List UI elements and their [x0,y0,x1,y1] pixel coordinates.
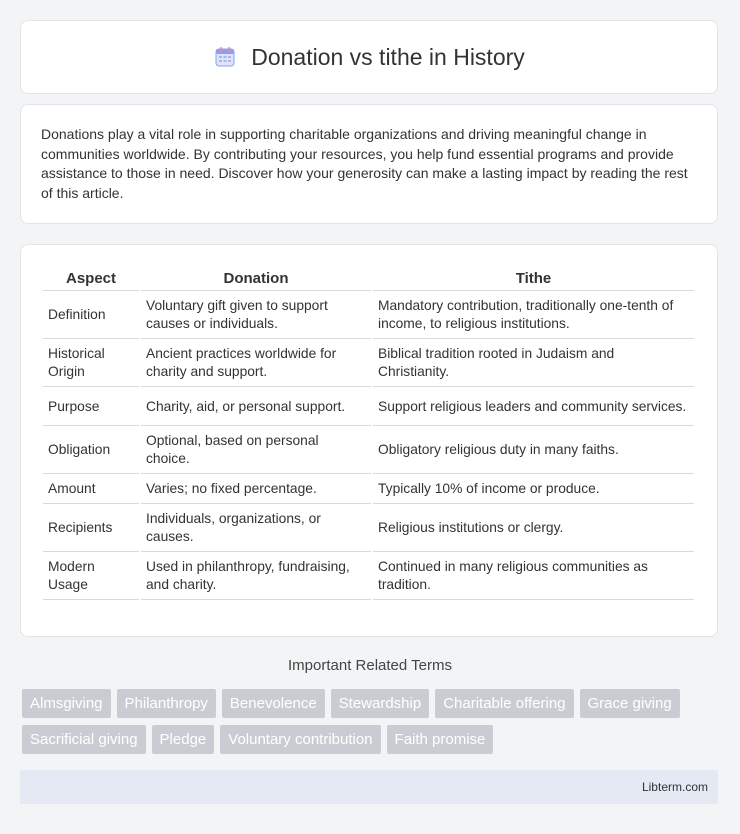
calendar-icon [213,45,237,69]
table-cell-tithe: Typically 10% of income or produce. [373,475,694,504]
table-cell-tithe: Religious institutions or clergy. [373,505,694,552]
table-cell-tithe: Continued in many religious communities as tradition. [373,553,694,600]
term-tag[interactable]: Philanthropy [117,689,216,718]
term-tag[interactable]: Benevolence [222,689,325,718]
table-cell-donation: Ancient practices worldwide for charity and support. [141,340,371,387]
table-cell-tithe: Mandatory contribution, traditionally one-tenth of income, to religious institutions. [373,292,694,339]
table-cell-aspect: Purpose [43,388,139,426]
table-header-row [43,266,694,291]
page-title: Donation vs tithe in History [251,43,525,70]
table-cell-aspect: Definition [43,292,139,339]
footer [20,770,718,804]
header-donation: Donation [141,266,371,291]
table-cell-tithe: Support religious leaders and community services. [373,388,694,426]
header-aspect: Aspect [43,266,139,291]
footer-site-link[interactable]: Libterm.com [641,780,708,794]
table-cell-donation: Individuals, organizations, or causes. [141,505,371,552]
table-cell-tithe: Biblical tradition rooted in Judaism and Christianity. [373,340,694,387]
term-tag[interactable]: Pledge [152,725,215,754]
table-cell-donation: Charity, aid, or personal support. [141,388,371,426]
table-cell-aspect: Recipients [43,505,139,552]
table-row [43,388,694,426]
table-cell-aspect: Amount [43,475,139,504]
term-tag[interactable]: Voluntary contribution [220,725,380,754]
table-row [43,427,694,474]
table-cell-donation: Optional, based on personal choice. [141,427,371,474]
table-cell-tithe: Obligatory religious duty in many faiths. [373,427,694,474]
intro-card [20,104,718,224]
table-cell-aspect: Obligation [43,427,139,474]
related-terms-title: Important Related Terms [288,657,452,674]
term-tag[interactable]: Charitable offering [435,689,573,718]
table-cell-aspect: Historical Origin [43,340,139,387]
term-tag[interactable]: Faith promise [387,725,494,754]
table-cell-donation: Voluntary gift given to support causes or individuals. [141,292,371,339]
intro-text: Donations play a vital role in supporting charitable organizations and driving meaningful change in communities worldwide. By contributing your resources, you help fund essential programs and provide assistance to those in need. Discover how your generosity can make a lasting impact by reading the rest of this article. [41,126,688,201]
term-tag[interactable]: Grace giving [580,689,680,718]
header-card [20,20,718,94]
table-cell-aspect: Modern Usage [43,553,139,600]
table-cell-donation: Used in philanthropy, fundraising, and charity. [141,553,371,600]
table-cell-donation: Varies; no fixed percentage. [141,475,371,504]
table-row [43,292,694,339]
term-tag[interactable]: Almsgiving [22,689,111,718]
table-row [43,553,694,600]
comparison-table [41,265,696,601]
table-row [43,505,694,552]
table-row [43,475,694,504]
header-tithe: Tithe [373,266,694,291]
term-tag[interactable]: Sacrificial giving [22,725,146,754]
table-row [43,340,694,387]
comparison-table-card [20,244,718,637]
related-terms-list [22,689,722,761]
term-tag[interactable]: Stewardship [331,689,430,718]
